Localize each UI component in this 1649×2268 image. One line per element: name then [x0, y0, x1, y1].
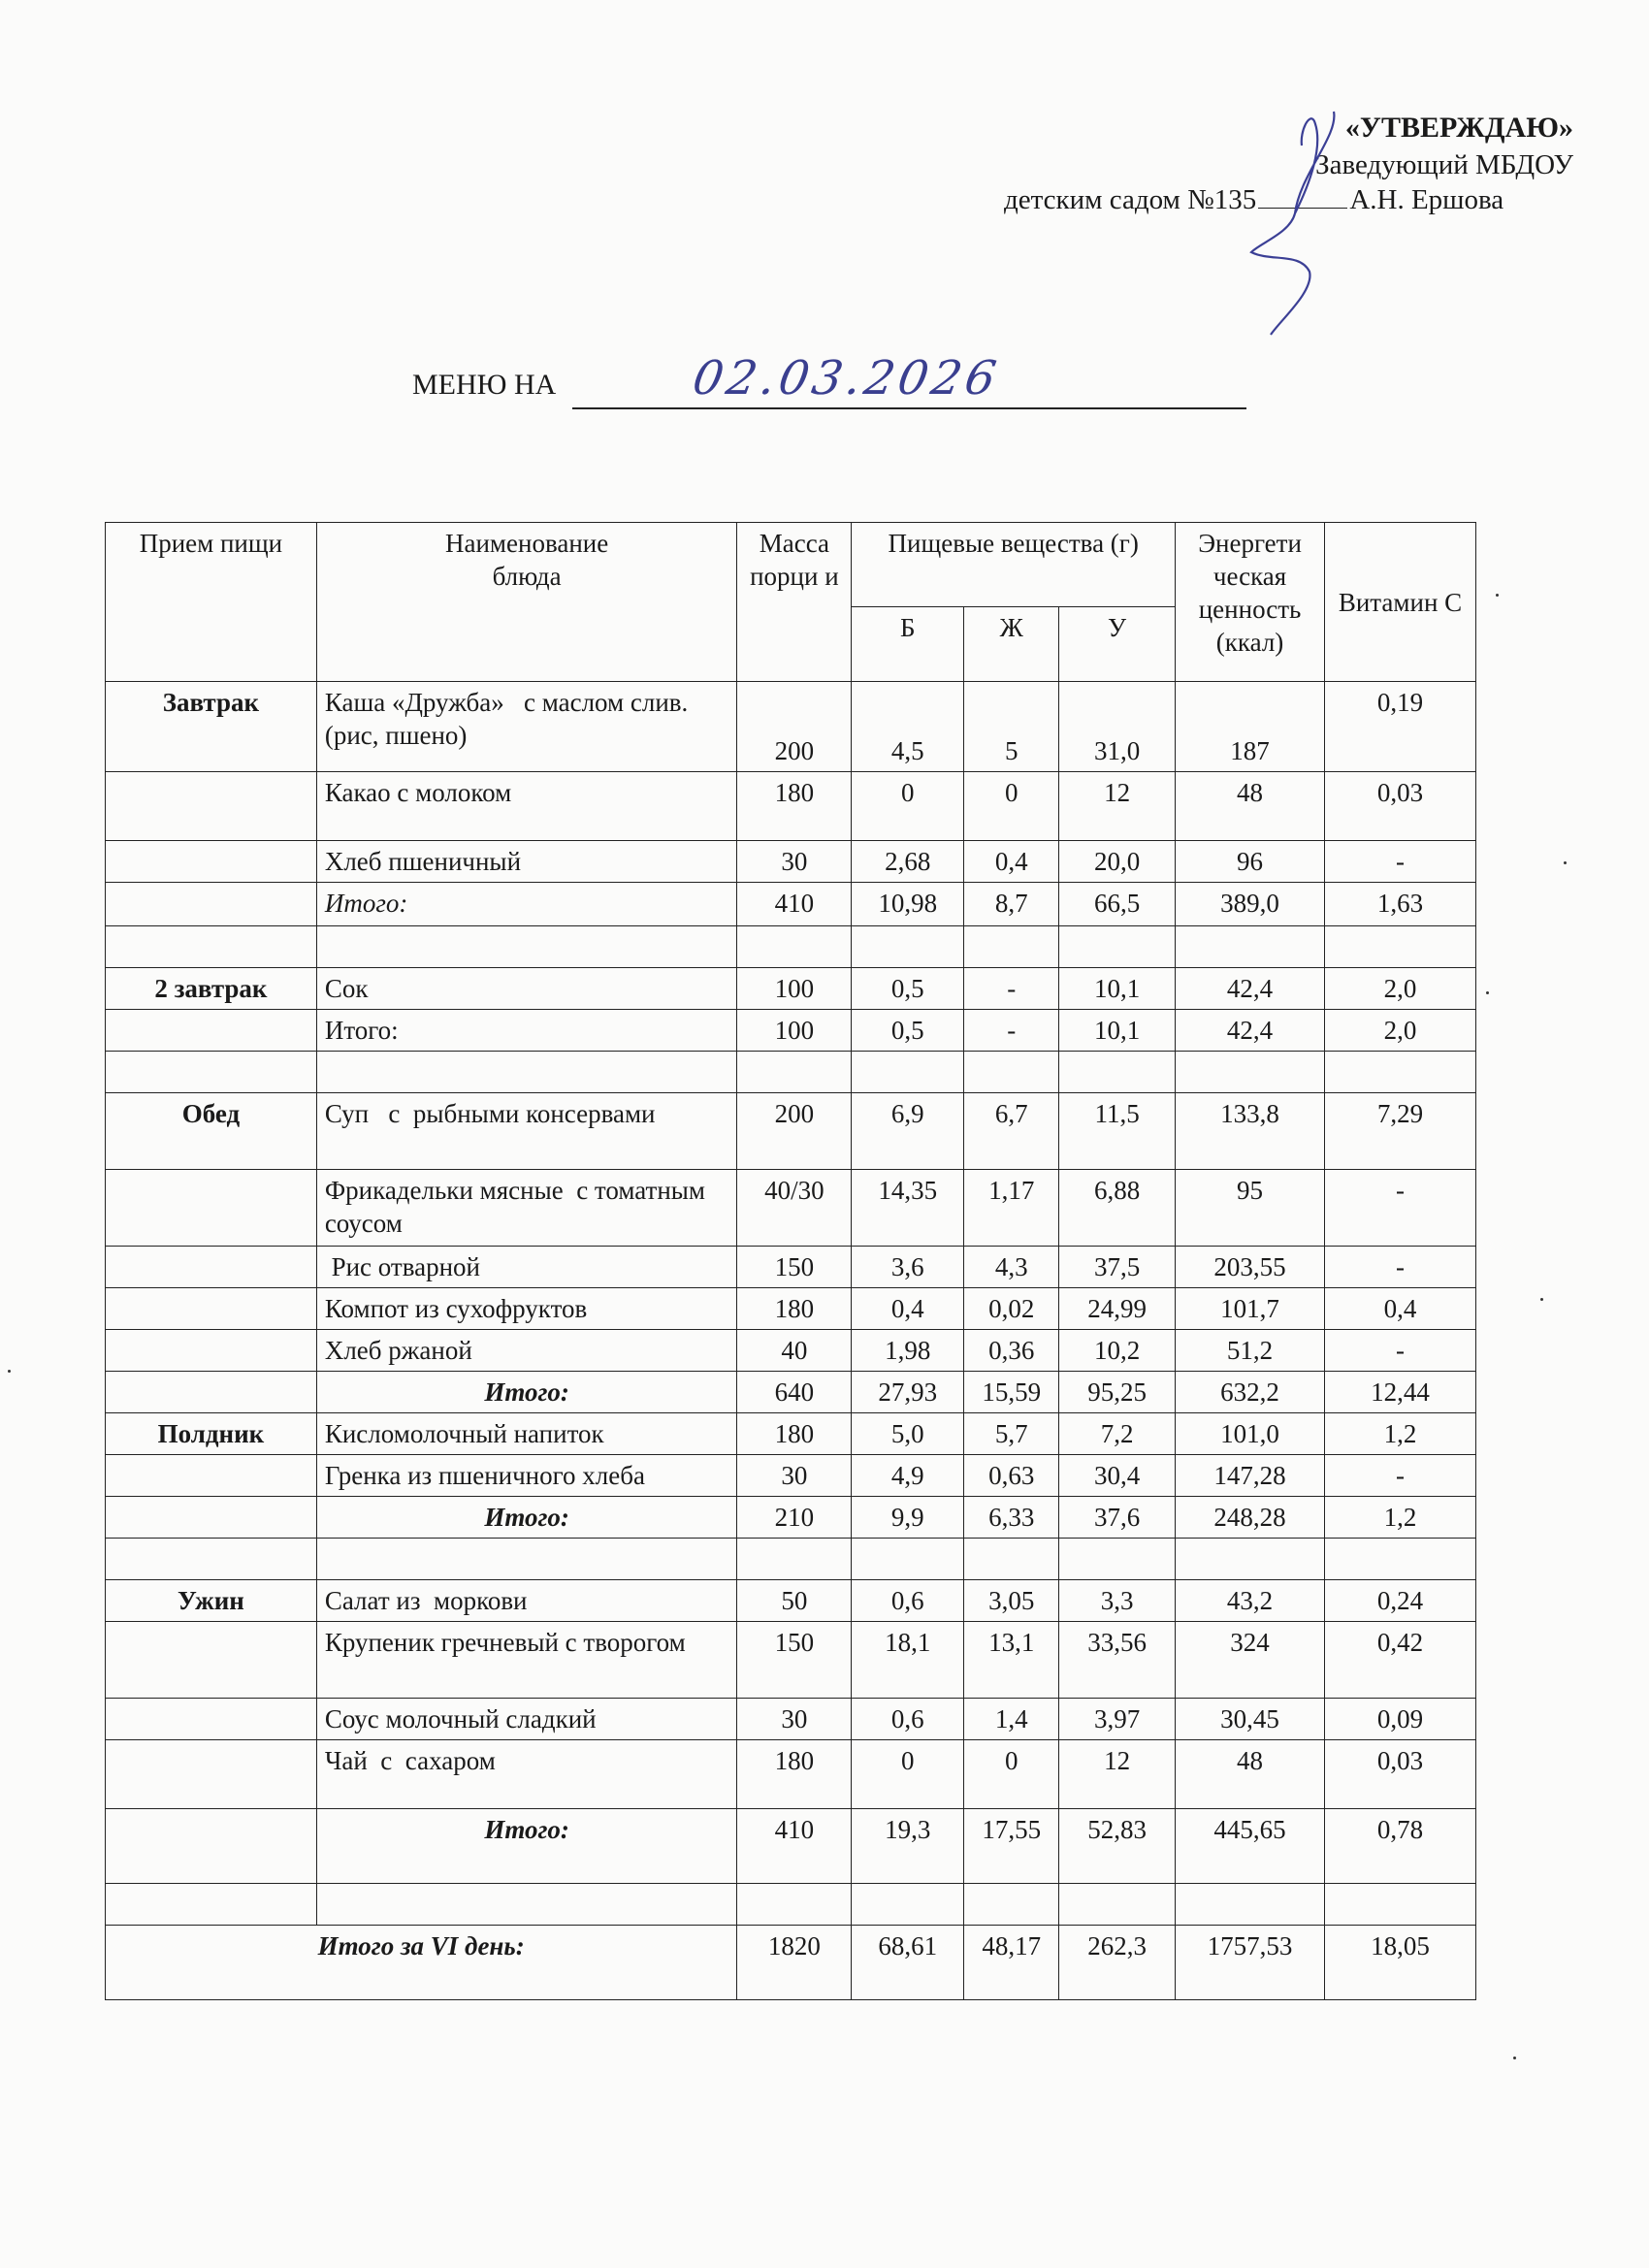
empty-cell — [1325, 1539, 1476, 1580]
carbs-cell: 66,5 — [1059, 883, 1176, 926]
carbs-cell: 30,4 — [1059, 1455, 1176, 1497]
vitamin-c-cell: - — [1325, 841, 1476, 883]
empty-cell — [852, 1539, 964, 1580]
meal-cell — [106, 1497, 317, 1539]
empty-cell — [1176, 1884, 1325, 1926]
empty-cell — [737, 1884, 852, 1926]
menu-label: МЕНЮ НА — [412, 369, 557, 401]
protein-cell: 0,6 — [852, 1580, 964, 1622]
protein-cell: 1,98 — [852, 1330, 964, 1372]
empty-cell — [1059, 926, 1176, 968]
dish-cell: Соус молочный сладкий — [316, 1699, 737, 1740]
carbs-cell: 3,97 — [1059, 1699, 1176, 1740]
fat-cell: 3,05 — [964, 1580, 1059, 1622]
energy-cell: 147,28 — [1176, 1455, 1325, 1497]
day-total-carbs-cell: 262,3 — [1059, 1926, 1176, 2000]
meal-cell — [106, 841, 317, 883]
dish-cell: Итого: — [316, 883, 737, 926]
protein-cell: 10,98 — [852, 883, 964, 926]
carbs-cell: 7,2 — [1059, 1413, 1176, 1455]
fat-cell: 5,7 — [964, 1413, 1059, 1455]
col-meal: Прием пищи — [106, 523, 317, 682]
fat-cell: 6,7 — [964, 1093, 1059, 1170]
energy-cell: 187 — [1176, 682, 1325, 772]
day-total-protein-cell: 68,61 — [852, 1926, 964, 2000]
carbs-cell: 6,88 — [1059, 1170, 1176, 1247]
meal-cell — [106, 1170, 317, 1247]
meal-cell — [106, 1809, 317, 1884]
dish-cell: Кисломолочный напиток — [316, 1413, 737, 1455]
mass-cell: 410 — [737, 883, 852, 926]
fat-cell: 8,7 — [964, 883, 1059, 926]
vitamin-c-cell: 0,09 — [1325, 1699, 1476, 1740]
spacer-row — [106, 1884, 1476, 1926]
subtotal-row — [106, 1372, 1476, 1413]
empty-cell — [106, 1052, 317, 1093]
vitamin-c-cell: 12,44 — [1325, 1372, 1476, 1413]
carbs-cell: 10,1 — [1059, 968, 1176, 1010]
empty-cell — [852, 1884, 964, 1926]
empty-cell — [1176, 926, 1325, 968]
dish-cell: Сок — [316, 968, 737, 1010]
table-row — [106, 1093, 1476, 1170]
carbs-cell: 31,0 — [1059, 682, 1176, 772]
protein-cell: 27,93 — [852, 1372, 964, 1413]
mass-cell: 40 — [737, 1330, 852, 1372]
date-underline — [572, 351, 1246, 409]
meal-cell: Обед — [106, 1093, 317, 1170]
carbs-cell: 12 — [1059, 772, 1176, 841]
subtotal-row — [106, 1809, 1476, 1884]
mass-cell: 50 — [737, 1580, 852, 1622]
fat-cell: 0,02 — [964, 1288, 1059, 1330]
dish-cell: Итого: — [316, 1809, 737, 1884]
table-row — [106, 1455, 1476, 1497]
empty-cell — [316, 1539, 737, 1580]
empty-cell — [964, 1052, 1059, 1093]
fat-cell: 1,17 — [964, 1170, 1059, 1247]
subtotal-row — [106, 883, 1476, 926]
col-nutrients: Пищевые вещества (г) — [852, 523, 1176, 607]
empty-cell — [106, 1884, 317, 1926]
fat-cell: 0,63 — [964, 1455, 1059, 1497]
subtotal-row — [106, 1010, 1476, 1052]
mass-cell: 210 — [737, 1497, 852, 1539]
vitamin-c-cell: 7,29 — [1325, 1093, 1476, 1170]
mass-cell: 200 — [737, 1093, 852, 1170]
vitamin-c-cell: - — [1325, 1247, 1476, 1288]
dish-cell: Итого: — [316, 1497, 737, 1539]
vitamin-c-cell: - — [1325, 1330, 1476, 1372]
protein-cell: 5,0 — [852, 1413, 964, 1455]
empty-cell — [106, 926, 317, 968]
table-row — [106, 1330, 1476, 1372]
meal-cell — [106, 772, 317, 841]
dish-cell: Какао с молоком — [316, 772, 737, 841]
meal-cell — [106, 1010, 317, 1052]
dish-cell: Хлеб пшеничный — [316, 841, 737, 883]
meal-cell — [106, 1372, 317, 1413]
meal-cell — [106, 1622, 317, 1699]
subtotal-row — [106, 1497, 1476, 1539]
empty-cell — [1059, 1884, 1176, 1926]
day-total-label: Итого за VI день: — [106, 1926, 737, 2000]
fat-cell: 0,36 — [964, 1330, 1059, 1372]
col-protein: Б — [852, 607, 964, 682]
carbs-cell: 37,5 — [1059, 1247, 1176, 1288]
day-total-row — [106, 1926, 1476, 2000]
dish-cell: Итого: — [316, 1372, 737, 1413]
meal-cell — [106, 1330, 317, 1372]
carbs-cell: 10,1 — [1059, 1010, 1176, 1052]
empty-cell — [737, 926, 852, 968]
mass-cell: 180 — [737, 1288, 852, 1330]
vitamin-c-cell: - — [1325, 1455, 1476, 1497]
protein-cell: 0,5 — [852, 1010, 964, 1052]
protein-cell: 0,4 — [852, 1288, 964, 1330]
vitamin-c-cell: 0,24 — [1325, 1580, 1476, 1622]
empty-cell — [852, 1052, 964, 1093]
carbs-cell: 95,25 — [1059, 1372, 1176, 1413]
vitamin-c-cell: - — [1325, 1170, 1476, 1247]
protein-cell: 4,9 — [852, 1455, 964, 1497]
fat-cell: 0 — [964, 772, 1059, 841]
energy-cell: 133,8 — [1176, 1093, 1325, 1170]
spacer-row — [106, 926, 1476, 968]
dish-cell: Каша «Дружба» с маслом слив.(рис, пшено) — [316, 682, 737, 772]
meal-cell — [106, 1740, 317, 1809]
protein-cell: 9,9 — [852, 1497, 964, 1539]
energy-cell: 101,7 — [1176, 1288, 1325, 1330]
fat-cell: 0 — [964, 1740, 1059, 1809]
carbs-cell: 12 — [1059, 1740, 1176, 1809]
meal-cell: Полдник — [106, 1413, 317, 1455]
protein-cell: 14,35 — [852, 1170, 964, 1247]
approval-org: детским садом №135 — [1004, 184, 1257, 215]
table-row — [106, 841, 1476, 883]
empty-cell — [852, 926, 964, 968]
mass-cell: 180 — [737, 1413, 852, 1455]
col-mass: Масса порци и — [737, 523, 852, 682]
day-total-vitamin-c-cell: 18,05 — [1325, 1926, 1476, 2000]
empty-cell — [964, 1884, 1059, 1926]
energy-cell: 48 — [1176, 772, 1325, 841]
protein-cell: 0 — [852, 1740, 964, 1809]
fat-cell: 15,59 — [964, 1372, 1059, 1413]
empty-cell — [1176, 1052, 1325, 1093]
protein-cell: 0 — [852, 772, 964, 841]
mass-cell: 30 — [737, 1455, 852, 1497]
energy-cell: 96 — [1176, 841, 1325, 883]
table-row — [106, 1413, 1476, 1455]
fat-cell: 5 — [964, 682, 1059, 772]
empty-cell — [106, 1539, 317, 1580]
energy-cell: 389,0 — [1176, 883, 1325, 926]
energy-cell: 324 — [1176, 1622, 1325, 1699]
col-dish-line2: блюда — [492, 562, 562, 591]
energy-cell: 95 — [1176, 1170, 1325, 1247]
carbs-cell: 3,3 — [1059, 1580, 1176, 1622]
header-row — [106, 523, 1476, 607]
dish-cell: Гренка из пшеничного хлеба — [316, 1455, 737, 1497]
energy-cell: 30,45 — [1176, 1699, 1325, 1740]
mass-cell: 180 — [737, 1740, 852, 1809]
dish-cell: Хлеб ржаной — [316, 1330, 737, 1372]
empty-cell — [1325, 1052, 1476, 1093]
col-dish-line1: Наименование — [445, 529, 609, 558]
meal-cell — [106, 1455, 317, 1497]
mass-cell: 100 — [737, 968, 852, 1010]
energy-cell: 42,4 — [1176, 1010, 1325, 1052]
mass-cell: 640 — [737, 1372, 852, 1413]
vitamin-c-cell: 0,42 — [1325, 1622, 1476, 1699]
empty-cell — [1059, 1539, 1176, 1580]
col-dish — [316, 523, 737, 682]
carbs-cell: 20,0 — [1059, 841, 1176, 883]
energy-cell: 101,0 — [1176, 1413, 1325, 1455]
protein-cell: 0,5 — [852, 968, 964, 1010]
table-row — [106, 1247, 1476, 1288]
col-energy: Энергети ческая ценность (ккал) — [1176, 523, 1325, 682]
mass-cell: 30 — [737, 841, 852, 883]
menu-title — [412, 351, 1004, 405]
table-row — [106, 1740, 1476, 1809]
protein-cell: 19,3 — [852, 1809, 964, 1884]
table-row — [106, 1699, 1476, 1740]
table-row — [106, 682, 1476, 772]
fat-cell: - — [964, 968, 1059, 1010]
meal-cell — [106, 883, 317, 926]
empty-cell — [1059, 1052, 1176, 1093]
energy-cell: 51,2 — [1176, 1330, 1325, 1372]
carbs-cell: 33,56 — [1059, 1622, 1176, 1699]
meal-cell — [106, 1699, 317, 1740]
energy-cell: 48 — [1176, 1740, 1325, 1809]
dish-cell: Компот из сухофруктов — [316, 1288, 737, 1330]
meal-cell: Ужин — [106, 1580, 317, 1622]
day-total-fat-cell: 48,17 — [964, 1926, 1059, 2000]
energy-cell: 445,65 — [1176, 1809, 1325, 1884]
mass-cell: 410 — [737, 1809, 852, 1884]
meal-cell — [106, 1247, 317, 1288]
protein-cell: 6,9 — [852, 1093, 964, 1170]
mass-cell: 100 — [737, 1010, 852, 1052]
approval-title: «УТВЕРЖДАЮ» — [1344, 112, 1573, 144]
spacer-row — [106, 1539, 1476, 1580]
col-fat: Ж — [964, 607, 1059, 682]
day-total-mass-cell: 1820 — [737, 1926, 852, 2000]
carbs-cell: 52,83 — [1059, 1809, 1176, 1884]
mass-cell: 150 — [737, 1247, 852, 1288]
approval-position: Заведующий МБДОУ — [1315, 149, 1573, 180]
col-carbs: У — [1059, 607, 1176, 682]
fat-cell: 0,4 — [964, 841, 1059, 883]
meal-cell: Завтрак — [106, 682, 317, 772]
dish-cell: Фрикадельки мясные с томатным соусом — [316, 1170, 737, 1247]
vitamin-c-cell: 2,0 — [1325, 968, 1476, 1010]
dish-cell: Суп с рыбными консервами — [316, 1093, 737, 1170]
empty-cell — [737, 1539, 852, 1580]
table-row — [106, 1288, 1476, 1330]
fat-cell: - — [964, 1010, 1059, 1052]
vitamin-c-cell: 0,03 — [1325, 772, 1476, 841]
menu-date: 02.03.2026 — [689, 351, 1004, 405]
vitamin-c-cell: 1,2 — [1325, 1497, 1476, 1539]
protein-cell: 2,68 — [852, 841, 964, 883]
carbs-cell: 24,99 — [1059, 1288, 1176, 1330]
empty-cell — [737, 1052, 852, 1093]
empty-cell — [316, 1884, 737, 1926]
carbs-cell: 10,2 — [1059, 1330, 1176, 1372]
empty-cell — [1325, 1884, 1476, 1926]
table-row — [106, 1622, 1476, 1699]
dish-cell: Рис отварной — [316, 1247, 737, 1288]
energy-cell: 632,2 — [1176, 1372, 1325, 1413]
vitamin-c-cell: 0,03 — [1325, 1740, 1476, 1809]
mass-cell: 30 — [737, 1699, 852, 1740]
approval-signer-name: А.Н. Ершова — [1349, 184, 1504, 215]
meal-cell: 2 завтрак — [106, 968, 317, 1010]
vitamin-c-cell: 0,19 — [1325, 682, 1476, 772]
table-row — [106, 968, 1476, 1010]
vitamin-c-cell: 0,4 — [1325, 1288, 1476, 1330]
protein-cell: 3,6 — [852, 1247, 964, 1288]
table-row — [106, 1580, 1476, 1622]
vitamin-c-cell: 0,78 — [1325, 1809, 1476, 1884]
energy-cell: 43,2 — [1176, 1580, 1325, 1622]
spacer-row — [106, 1052, 1476, 1093]
empty-cell — [316, 1052, 737, 1093]
mass-cell: 200 — [737, 682, 852, 772]
fat-cell: 4,3 — [964, 1247, 1059, 1288]
mass-cell: 180 — [737, 772, 852, 841]
table-row — [106, 1170, 1476, 1247]
dish-cell: Крупеник гречневый с творогом — [316, 1622, 737, 1699]
empty-cell — [964, 1539, 1059, 1580]
energy-cell: 248,28 — [1176, 1497, 1325, 1539]
fat-cell: 1,4 — [964, 1699, 1059, 1740]
empty-cell — [1325, 926, 1476, 968]
dish-cell: Чай с сахаром — [316, 1740, 737, 1809]
empty-cell — [316, 926, 737, 968]
vitamin-c-cell: 2,0 — [1325, 1010, 1476, 1052]
protein-cell: 4,5 — [852, 682, 964, 772]
energy-cell: 203,55 — [1176, 1247, 1325, 1288]
menu-table — [105, 522, 1476, 2000]
empty-cell — [964, 926, 1059, 968]
energy-cell: 42,4 — [1176, 968, 1325, 1010]
dish-cell: Салат из моркови — [316, 1580, 737, 1622]
carbs-cell: 37,6 — [1059, 1497, 1176, 1539]
fat-cell: 17,55 — [964, 1809, 1059, 1884]
vitamin-c-cell: 1,2 — [1325, 1413, 1476, 1455]
dish-cell: Итого: — [316, 1010, 737, 1052]
day-total-energy-cell: 1757,53 — [1176, 1926, 1325, 2000]
meal-cell — [106, 1288, 317, 1330]
vitamin-c-cell: 1,63 — [1325, 883, 1476, 926]
mass-cell: 150 — [737, 1622, 852, 1699]
protein-cell: 0,6 — [852, 1699, 964, 1740]
fat-cell: 6,33 — [964, 1497, 1059, 1539]
mass-cell: 40/30 — [737, 1170, 852, 1247]
table-row — [106, 772, 1476, 841]
fat-cell: 13,1 — [964, 1622, 1059, 1699]
empty-cell — [1176, 1539, 1325, 1580]
handwritten-signature — [1242, 107, 1348, 340]
col-vitamin-c: Витамин С — [1325, 523, 1476, 682]
protein-cell: 18,1 — [852, 1622, 964, 1699]
carbs-cell: 11,5 — [1059, 1093, 1176, 1170]
